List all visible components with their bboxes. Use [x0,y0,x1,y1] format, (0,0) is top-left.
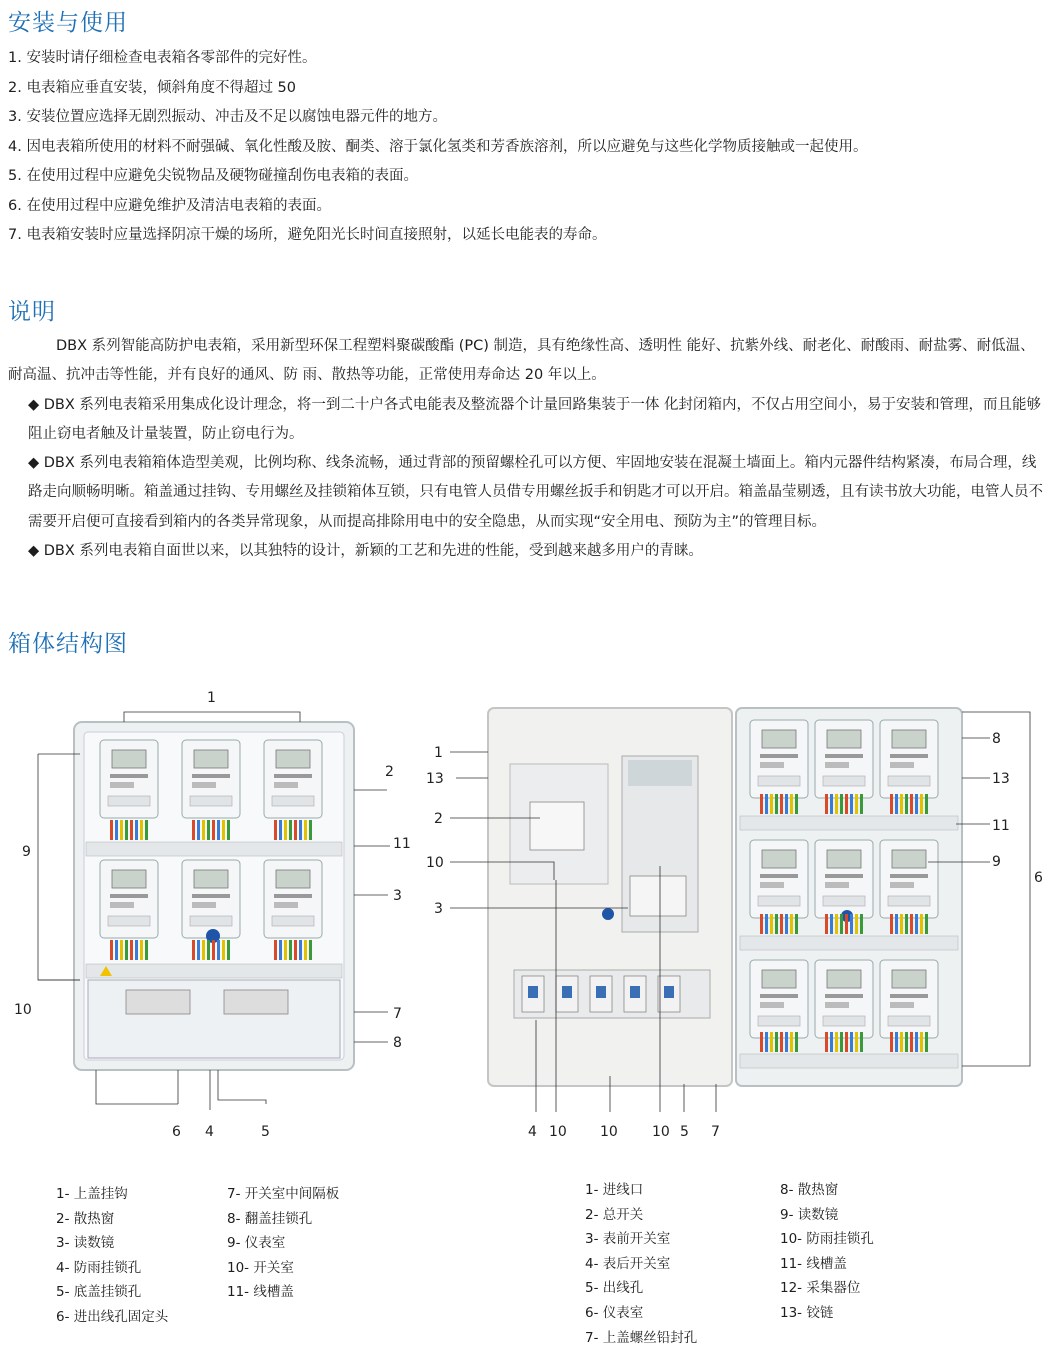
callout-number: 9 [22,844,31,860]
callout-number: 8 [393,1035,402,1051]
install-item: 2. 电表箱应垂直安装，倾斜角度不得超过 50 [8,79,297,96]
callout-number: 13 [992,771,1010,787]
legend-item: 6- 仪表室 [585,1304,644,1321]
legend-item: 7- 开关室中间隔板 [227,1186,340,1202]
callout-number: 1 [434,745,443,761]
install-item: 7. 电表箱安装时应量选择阴凉干燥的场所，避免阳光长时间直接照射，以延长电能表的寿命。 [8,227,607,243]
install-item: 5. 在使用过程中应避免尖锐物品及硬物碰撞刮伤电表箱的表面。 [8,168,418,184]
callout-number: 10 [426,855,444,871]
install-item: 6. 在使用过程中应避免维护及清洁电表箱的表面。 [8,197,331,214]
legend-item: 9- 仪表室 [227,1235,286,1252]
callout-number: 5 [261,1124,270,1140]
legend-right-b [780,1178,874,1326]
description-intro: DBX 系列智能高防护电表箱，采用新型环保工程塑料聚碳酸酯 (PC) 制造，具有绝缘性高、透明性 能好、抗紫外线、耐老化、耐酸雨、耐盐雾、耐低温、耐高温、抗冲击等性能，并有良好的通风、防 雨、散热等功能，正常使用寿命达 20 年以上。 [8,338,1035,384]
left-box-drawing [74,722,354,1070]
description-bullet: ◆ DBX 系列电表箱自面世以来，以其独特的设计，新颖的工艺和先进的性能，受到越来越多用户的青睐。 [28,543,703,560]
install-item: 4. 因电表箱所使用的材料不耐强碱、氧化性酸及胺、酮类、溶于氯化氢类和芳香族溶剂，所以应避免与这些化学物质接触或一起使用。 [8,138,868,155]
callout-number: 8 [992,731,1001,747]
callout-number: 7 [711,1124,720,1140]
callout-number: 4 [528,1124,537,1140]
callout-number: 7 [393,1006,402,1022]
callout-number: 11 [393,836,411,852]
legend-right-a [585,1178,697,1350]
callout-number: 2 [434,811,443,827]
description-title: 说明 [8,299,56,325]
legend-item: 5- 出线孔 [585,1280,644,1297]
legend-item: 10- 防雨挂锁孔 [780,1231,874,1248]
callout-number: 6 [172,1124,181,1140]
legend-item: 9- 读数镜 [780,1206,839,1223]
callout-number: 10 [549,1124,567,1140]
install-title: 安装与使用 [8,10,128,36]
legend-item: 3- 表前开关室 [585,1231,671,1248]
install-item: 3. 安装位置应选择无剧烈振动、冲击及不足以腐蚀电器元件的地方。 [8,109,447,125]
legend-item: 8- 翻盖挂锁孔 [227,1210,313,1227]
legend-item: 6- 进出线孔固定头 [56,1308,169,1325]
legend-item: 11- 线槽盖 [227,1284,294,1301]
structure-title: 箱体结构图 [8,631,128,657]
callout-number: 5 [680,1124,689,1140]
legend-item: 11- 线槽盖 [780,1255,847,1272]
legend-item: 4- 防雨挂锁孔 [56,1259,142,1276]
legend-item: 3- 读数镜 [56,1235,115,1252]
legend-left-a [56,1182,168,1330]
callout-number: 13 [426,771,444,787]
legend-item: 1- 上盖挂钩 [56,1186,128,1202]
legend-item: 7- 上盖螺丝铅封孔 [585,1329,698,1346]
install-list [8,44,1048,251]
description-bullet: ◆ DBX 系列电表箱箱体造型美观，比例均称、线条流畅，通过背部的预留螺栓孔可以方便、牢固地安装在混凝土墙面上。箱内元器件结构紧凑，布局合理，线路走向顺畅明晰。箱盖通过挂钩、专用螺丝及挂锁箱体互锁，只有电管人员借专用螺丝扳手和钥匙才可以开启。箱盖晶莹剔透，且有读书放大功能，电管人员不需要开启便可直接看到箱内的各类异常现象，从而提高排除用电中的安全隐患，从而实现“安全用电、预防为主”的管理目标。 [28,455,1043,530]
callout-number: 2 [385,764,394,780]
callout-number: 10 [600,1124,618,1140]
callout-number: 1 [207,690,216,706]
description-bullet: ◆ DBX 系列电表箱采用集成化设计理念，将一到二十户各式电能表及整流器个计量回路集装于一体 化封闭箱内，不仅占用空间小，易于安装和管理，而且能够阻止窃电者触及计量装置，防止窃电行为。 [28,396,1042,442]
install-item: 1. 安装时请仔细检查电表箱各零部件的完好性。 [8,50,317,66]
description-body [8,332,1048,566]
callout-number: 3 [434,901,443,917]
legend-item: 13- 铰链 [780,1304,834,1321]
callout-number: 6 [1034,870,1043,886]
structure-diagram [0,680,1058,1150]
legend-item: 1- 进线口 [585,1182,644,1198]
legend-left-b [227,1182,339,1305]
legend-item: 5- 底盖挂锁孔 [56,1284,142,1301]
legend-item: 4- 表后开关室 [585,1255,671,1272]
callout-number: 10 [14,1002,32,1018]
legend-item: 2- 总开关 [585,1206,644,1223]
callout-number: 3 [393,888,402,904]
callout-number: 11 [992,818,1010,834]
callout-number: 9 [992,854,1001,870]
callout-number: 10 [652,1124,670,1140]
right-box-drawing [488,708,962,1086]
legend-item: 2- 散热窗 [56,1210,115,1227]
legend-item: 8- 散热窗 [780,1182,839,1198]
legend-item: 10- 开关室 [227,1259,294,1276]
legend-item: 12- 采集器位 [780,1280,861,1297]
callout-number: 4 [205,1124,214,1140]
